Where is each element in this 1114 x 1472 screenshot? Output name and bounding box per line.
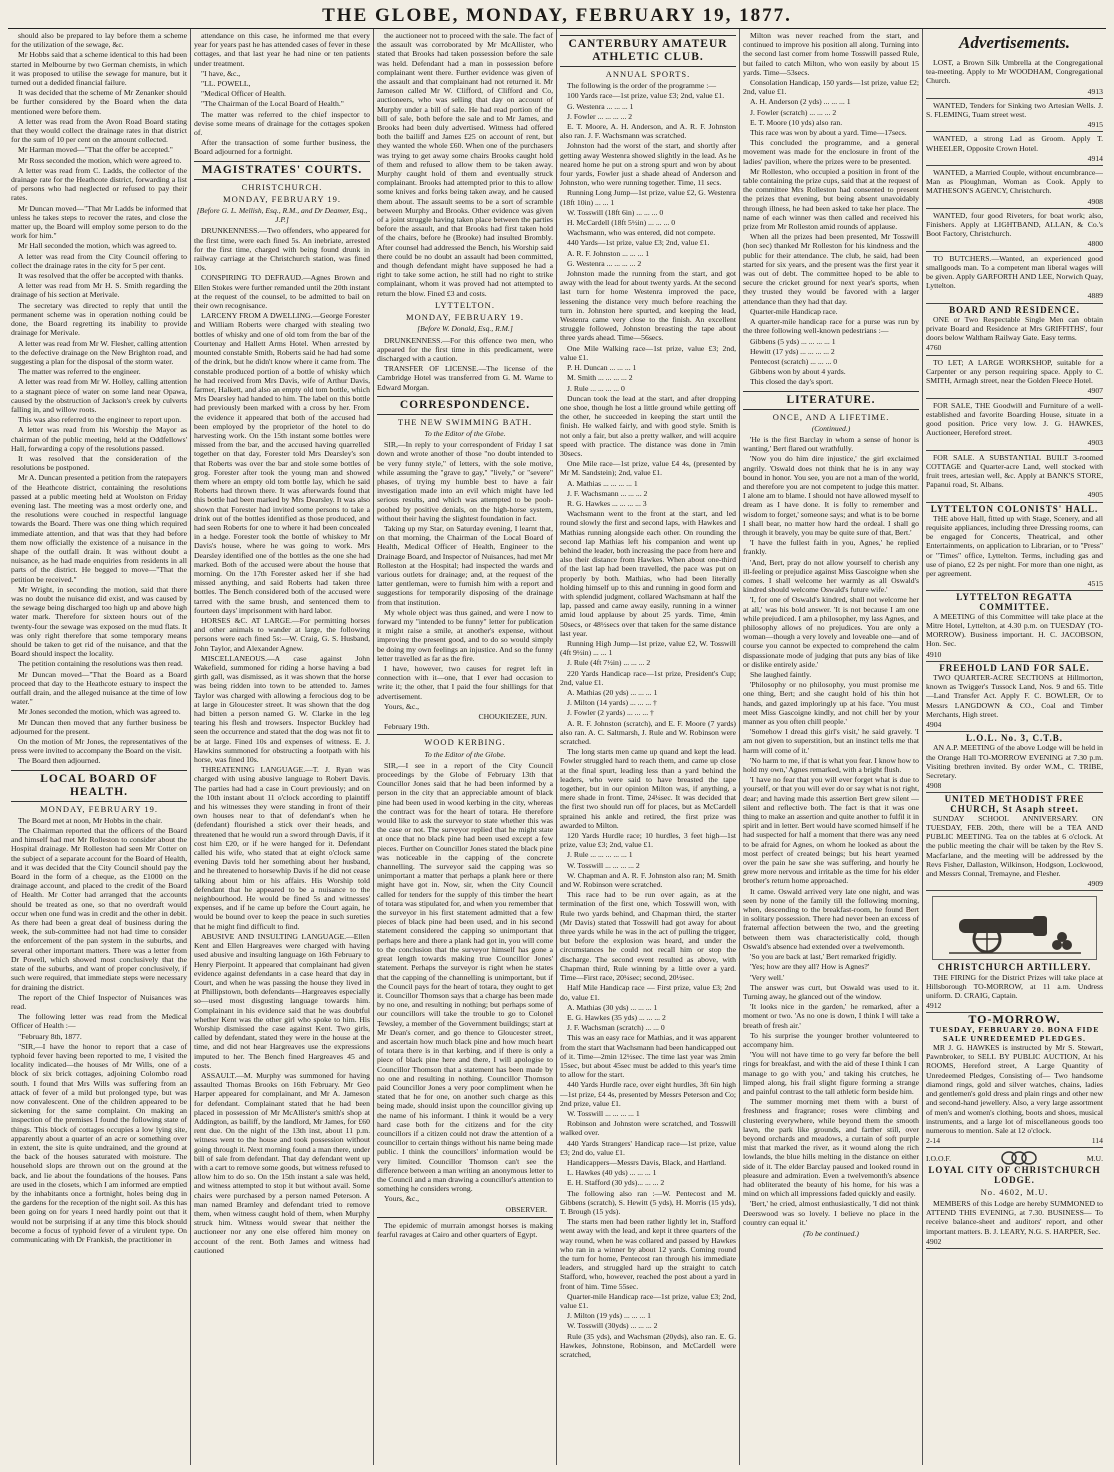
column-2 bbox=[191, 29, 374, 1465]
paragraph: 440 Yards—1st prize, value £3; 2nd, value £1. bbox=[567, 238, 710, 248]
paragraph: A. H. Anderson (2 yds) ... ... ... 1 bbox=[750, 97, 851, 107]
freehold-heading: FREEHOLD LAND FOR SALE. bbox=[939, 662, 1090, 673]
courts-heading: MAGISTRATES' COURTS. bbox=[194, 161, 370, 180]
paragraph: 'Now you do him dire injustice,' the girl exclaimed angrily. 'Oswald does not think that he is in any way bound in honor. You see, you are not a man of the world, and therefore you are not competent to judge this matter. I alone am to blame. I should not have allowed myself to dream as I have done. It is folly to remember and wisdom to forget,' someone says; and what is to be borne I shall bear, no matter how hard the ordeal. I shall go through it bravely, you may be quite sure of that, Bert.' bbox=[743, 454, 919, 537]
ad-text: WANTED, four good Riveters, for boat work; also, Finishers. Apply at LIGHTBAND, ALLAN, & Co.'s Boot Factory, Christchurch. bbox=[926, 210, 1103, 239]
ad-number: 4904 bbox=[926, 720, 942, 729]
paragraph: 'I have the fullest faith in you, Agnes,' he replied frankly. bbox=[743, 538, 919, 557]
paragraph: should also be prepared to lay before them a scheme for the utilization of the sewage, &c. bbox=[11, 31, 187, 50]
paragraph: W. Tosswill ... ... ... ... 2 bbox=[567, 860, 640, 870]
paragraph: Mr Duncan moved—"That Mr Ladds be informed that unless he takes steps to recover the rates, and close the matter up, the Board will employ some person to do the work for him." bbox=[11, 203, 187, 241]
paragraph: A letter was read from Mr H. S. Smith regarding the drainage of his section at Merivale. bbox=[11, 281, 187, 300]
paragraph: A letter was read from the Avon Road Board stating that they would collect the drainage rates in that district for the sum of 10 per cent on the amount collected. bbox=[11, 116, 187, 145]
paragraph: It was decided that the scheme of Mr Zenanker should be further considered by the Board when the data mentioned were before them. bbox=[11, 88, 187, 116]
lol-ad bbox=[926, 732, 1103, 793]
classified-ad bbox=[926, 99, 1103, 133]
paragraph: "The Chairman of the Local Board of Health." bbox=[201, 99, 344, 109]
ad-number: 4515 bbox=[1087, 579, 1103, 589]
paragraph: Gibbens won by about 4 yards. bbox=[750, 367, 846, 377]
paragraph: W. Tosswill (18ft 6in) ... ... ... 0 bbox=[567, 207, 664, 217]
swimming-bath-date: February 19th. bbox=[384, 722, 430, 732]
artillery-heading: CHRISTCHURCH ARTILLERY. bbox=[937, 962, 1092, 973]
classified-ad bbox=[926, 252, 1103, 304]
paragraph: Half Mile Handicap race — First prize, value £3; 2nd do, value £1. bbox=[560, 983, 736, 1002]
paragraph: "Medical Officer of Health. bbox=[201, 89, 286, 99]
board-residence-ad bbox=[926, 304, 1103, 356]
paragraph: This concluded the programme, and a general movement was made for the enclosure in front of the ladies' pavilion, where the prizes were to be presented. bbox=[743, 138, 919, 166]
colonists-hall-heading: LYTTELTON COLONISTS' HALL. bbox=[930, 503, 1099, 514]
ad-text: WANTED, a strong Lad as Groom. Apply T. WHEELER, Opposite Crown Hotel. bbox=[926, 134, 1103, 153]
paragraph: THREATENING LANGUAGE.—T. J. Ryan was charged with using abusive language to Robert Davis. The parties had had a case in Court previously; and on the 10th instant about 11 o'clock according to plaintiff and his witnesses they were standing in front of their own houses near to that of defendant's when he (defendant) flourished a stick over their heads, and threatened that he would run a sword through Davis, if it cost him £20, or if he were hanged for it. Defendant called his wife, who stated that at eight o'clock same evening Davis told her something about her husband, and he threatened to horsewhip Davis if he did not cease talking about him or his affairs. His Worship told defendant that he appeared to be a nuisance to the neighbourhood. He would be fined 5s and witnesses' expenses, and if he came up before the Court again, he would be bound over to keep the peace in such sureties that he might find difficult to find. bbox=[194, 765, 370, 931]
health-board-date: MONDAY, FEBRUARY 19. bbox=[40, 803, 158, 814]
paragraph: W. Tosswill (30yds) ... ... ... 2 bbox=[567, 1321, 658, 1331]
paragraph: The petition containing the resolutions was then read. bbox=[18, 659, 183, 669]
paragraph: Running Long Jump—1st prize, value £2, G. Westenra (18ft 10in) ... ... 1 bbox=[560, 188, 736, 207]
correspondence-heading: CORRESPONDENCE. bbox=[377, 396, 553, 415]
paragraph: Quarter-mile Handicap race—1st prize, value £3; 2nd, value £1. bbox=[560, 1291, 736, 1310]
auction-ad bbox=[926, 1013, 1103, 1148]
ad-number: 4905 bbox=[1087, 490, 1103, 500]
paragraph: The following letter was read from the Medical Officer of Health :— bbox=[11, 1012, 187, 1031]
paragraph: DRUNKENNESS.—For this offence two men, who appeared for the first time in this predicament, were discharged with a caution. bbox=[377, 335, 553, 363]
courts-report bbox=[194, 226, 370, 1255]
paragraph: J. Fowler (2 yards) ... ... ... † bbox=[567, 708, 654, 718]
paragraph: On the motion of Mr Jones, the representatives of the press were invited to accompany the Board on the visit. bbox=[11, 737, 187, 756]
paragraph: A. Mathias (30 yds) ... ... ... 1 bbox=[567, 1002, 658, 1012]
classified-ad bbox=[926, 166, 1103, 209]
paragraph: DRUNKENNESS.—Two offenders, who appeared for the first time, were each fined 5s. An inebriate, arrested for the first time, charged with being found drunk in railway carriage at the Christchurch station, was fined 10s. bbox=[194, 226, 370, 273]
paragraph: A. Mathias (20 yds) ... ... ... 1 bbox=[567, 688, 658, 697]
paragraph: 'Bert,' he cried, almost enthusiastically, 'I did not think Deerswood was so lovely. I believe no place in the country can equal it.' bbox=[743, 1199, 919, 1227]
swimming-bath-heading: THE NEW SWIMMING BATH. bbox=[397, 416, 533, 427]
loyal-lodge-text: MEMBERS of this Lodge are hereby SUMMONED to ATTEND THIS EVENING, at 7.30. BUSINESS— To receive balance-sheet and auditors' report, and other important matters. B. J. LEARY, N.G. S. HARPER, Sec. bbox=[926, 1198, 1103, 1236]
paragraph: Wachsmann went to the front at the start, and led round slowly the first and second laps, with Hawkes and Mathias running alongside each other. On rounding the second lap Mathias left his companion and went up behind the leader, both increasing the pace from here and also their distance from Hawkes. When about one-third of the last lap had been travelled, the pace was put on properly by both. Mathias, who had been literally holding himself up to this and running in good form and with splendid judgment, collared Wachsmann at half the lap, passed and came away easily, running in a winner amid loud applause by about 25 yards. Time, 4min 50secs, or 48½secs over that taken for the same distance last year. bbox=[560, 509, 737, 638]
loyal-lodge-number: No. 4602, M.U. bbox=[980, 1186, 1049, 1197]
paragraph: When all the prizes had been presented, Mr Tosswill (hon sec) thanked Mr Rolleston for his kindness and the public for their attendance. The club, he said, had been started for six years, and the present was the first year it was out of debt. The committee hoped to be able to secure the cricket ground for next year's sports, when they trusted they would be favored with a larger attendance than they had that day. bbox=[743, 232, 919, 306]
paragraph: Yours, &c., bbox=[384, 701, 420, 711]
paragraph: ASSAULT.—M. Murphy was summoned for having assaulted Thomas Brooks on 16th February. Mr Geo Harper appeared for complainant, and Mr A. Jameson for defendant. Complainant stated that he had been placed in possession of Mr McAllister's smith's shop at Addington, as bailiff, by the landlord, Mr James, for £60 rent due. On the night of the 13th inst, about 11 p.m. witness went to the house and took possession without going through it. Next morning found a man there, under bill of sale from defendant. That day defendant went up with a cart to remove some goods, but witness refused to allow him to do so. On the 15th instant a sale was held, and witness attempted to stop it but without avail. Some chairs were purchased by a person named Peterson. A man named Bramley and defendant tried to remove them, when witness caught hold of them, when Murphy struck him. Witness would swear that neither the auctioneer nor any one else offered him money on account of the rent. Both James and witness had cautioned bbox=[194, 1070, 370, 1255]
paragraph: The matter was referred to the engineer. bbox=[18, 367, 141, 377]
paragraph: A quarter-mile handicap race for a purse was run by the three following well-known pedestrians :— bbox=[743, 317, 919, 336]
ad-number: 4800 bbox=[1087, 239, 1103, 249]
paragraph: Mr Duncan then moved that any further business be adjourned for the present. bbox=[11, 717, 187, 736]
masthead: THE GLOBE, MONDAY, FEBRUARY 19, 1877. bbox=[8, 4, 1106, 29]
paragraph: My whole object was thus gained, and were I now to forward my "intended to be funny" letter for publication it might raise a smile, at another's expense, without improving the present good, and to do so would simply be doing my own feelings an injustice. And so the funny letter travelled as far as the fire. bbox=[377, 607, 553, 663]
paragraph: Yours, &c., bbox=[384, 1194, 420, 1204]
paragraph: Mr Duncan moved—"That the Board as a Board proceed that day to the Heathcote estuary to inspect the outfall drain, and the alleged nuisance at the time of low water." bbox=[11, 669, 187, 707]
paragraph: Mr Hobbs said that a scheme identical to this had been started in Melbourne by two German chemists, in which it was proposed to utilise the sewage for manure, but it turned out a dedided financial failure. bbox=[11, 50, 187, 88]
cannon-engraving bbox=[932, 896, 1097, 960]
serial-title: ONCE, AND A LIFETIME. bbox=[772, 411, 890, 422]
paragraph: The report of the Chief Inspector of Nuisances was read. bbox=[11, 992, 187, 1011]
paragraph: J. Milton (19 yds) ... ... ... 1 bbox=[567, 1311, 651, 1321]
serial-to-be-continued: (To be continued.) bbox=[803, 1228, 859, 1238]
paragraph: Milton was never reached from the start, and continued to improve his position all along. Turning into the second last corner from home Tosswill passed Rule, but failed to catch Milton, who won easily by about 15 yards. Time—53secs. bbox=[743, 31, 919, 77]
paragraph: Johnston made the running from the start, and got away with the lead for about twenty yards. At the second last turn for home Westenra improved the pace, lessening the distance very much before reaching the turn in. Johnston here spurted, and keeping the lead, Westenra came very close to the finish. An excellent struggle followed, Johnston breasting the tape about three yards ahead. Time—56secs. bbox=[560, 269, 736, 343]
classified-ad bbox=[926, 56, 1103, 99]
paragraph: G. Westenra ... ... ... 1 bbox=[567, 101, 634, 111]
athletic-club-heading: CANTERBURY AMATEUR ATHLETIC CLUB. bbox=[560, 35, 736, 67]
paragraph: Mr Hall seconded the motion, which was agreed to. bbox=[18, 241, 177, 251]
methodist-heading: UNITED METHODIST FREE CHURCH, St Asaph street. bbox=[944, 794, 1085, 814]
paragraph: TRANSFER OF LICENSE.—The license of the Cambridge Hotel was transferred from G. M. Warne to Edward Morgan. bbox=[377, 364, 553, 392]
lol-heading: L.O.L. No. 3, C.T.B. bbox=[965, 733, 1064, 744]
classified-ad bbox=[926, 451, 1103, 503]
lol-text: AN A.P. MEETING of the above Lodge will be held in the Orange Hall TO-MORROW EVENING at 7.30 p.m. Visiting brethren invited. By order W.M., C. TRIBE, Secretary. bbox=[926, 743, 1103, 781]
ad-text: FOR SALE, THE Goodwill and Furniture of a well-established and favorite Boarding House, situate in a good position. Price very low. J. G. HAWKES, Auctioneer, Hereford street. bbox=[926, 400, 1103, 438]
paragraph: J. Fowler ... ... ... ... 2 bbox=[567, 111, 633, 121]
auction-heading: TO-MORROW. bbox=[968, 1012, 1061, 1027]
paragraph: The following is the order of the programme :— bbox=[567, 81, 717, 91]
paragraph: It was resolved that the offer be accepted with thanks. bbox=[18, 271, 184, 281]
courts-subheading: CHRISTCHURCH. bbox=[241, 181, 323, 192]
paragraph: Handicappers—Messrs Davis, Black, and Hartland. bbox=[567, 1157, 727, 1167]
wood-kerbing-signature: OBSERVER. bbox=[505, 1204, 547, 1214]
column-6 bbox=[923, 29, 1106, 1465]
paragraph: A. Mathias ... ... ... ... 1 bbox=[567, 478, 638, 488]
ad-number: 4910 bbox=[926, 649, 942, 659]
paragraph: After the transaction of some further business, the Board adjourned for a fortnight. bbox=[194, 138, 370, 157]
classified-ad bbox=[926, 209, 1103, 252]
paragraph: This race was won by about a yard. Time—17secs. bbox=[750, 128, 907, 138]
paragraph: HORSES &C. AT LARGE.—For permitting horses and other animals to wander at large, the following persons were each fined 5s:—W. Craig, G. S. Husband, John Taylor, and Alexander Agnew. bbox=[194, 615, 370, 653]
paragraph: E. T. Moore, A. H. Anderson, and A. R. F. Johnston also ran. J. F. Wachsmann was scratched. bbox=[560, 122, 736, 141]
paragraph: It was resolved that the consideration of the resolutions be postponed. bbox=[11, 453, 187, 473]
ad-number: 4760 bbox=[926, 343, 942, 353]
paragraph: The answer was curt, but Oswald was used to it. Turning away, he glanced out of the window. bbox=[743, 982, 919, 1001]
paragraph: This was an easy race for Mathias, and it was apparent from the start that Wachsmann had been handicapped out of it. Time—2min 12½sec. The time last year was 2min 15sec, but about 45sec must be added to this year's time to allow for the start. bbox=[560, 1033, 736, 1080]
ad-number: 4908 bbox=[1087, 196, 1103, 206]
paragraph: Mr A. Duncan presented a petition from the ratepayers of the Heathcote district, containing the resolutions passed at a public meeting held at Woolston on Friday evening last. The meeting was a most orderly one, and the resolutions were couched in respectful language towards the Board. There was one thing which required immediate attention, and that was that they had before them now officially the existence of a nuisance in the shape of the outfall drain. It was without doubt a nuisance, as he had made enquiries from residents in all parts of the district. He begged to move—"That the petition be received." bbox=[11, 473, 187, 584]
paragraph: This was also referred to the engineer to report upon. bbox=[18, 415, 182, 425]
artillery-text: THE FIRING for the District Prizes will take place at Hillsborough TO-MORROW, at 11 a.m. Undress uniform. D. CRAIG, Captain. bbox=[926, 972, 1103, 1001]
freehold-ad bbox=[926, 662, 1103, 732]
paragraph: "SIR,—I have the honor to report that a case of typhoid fever having been reported to me, I visited the locality indicated—the houses of Mr Wills, one of a block of six brick cottages, adjoining Colombo road south. I found that Mrs Wills was suffering from an attack of fever of a mild but prolonged type, but was now convalescent. One of the children appeared to be sickening for the same complaint. On making an inspection of the premises I found the following state of things. This block of cottages occupies a low lying site, apparently about a quarter of an acre or something over in extent, the site is quite undrained, and the ground at the back of the houses saturated with moisture. The household slops are thrown out on the ground at the back, and lie about the foundations of the houses. Pans are used in the closets, which I am informed are emptied by the inhabitants once a fortnight, holes being dug in the gardens for the reception of the night soil. As this has been going on for years I need hardly point out that it would not be surprising if at any time this block should become a focus of typhoid fever of a virulent type. On communicating with Dr Frankish, the practitioner in bbox=[11, 1041, 187, 1244]
health-board-heading: LOCAL BOARD OF HEALTH. bbox=[11, 770, 187, 802]
wood-kerbing-to-editor: To the Editor of the Globe. bbox=[424, 749, 506, 759]
paragraph: H. McCardell (18ft 5½in) ... ... ... 0 bbox=[567, 218, 676, 228]
paragraph: 'I have no fear that you will ever forget what is due to yourself, or that you will ever do or say what is not right, dear; and having made this assertion Bert grew silent —silent and reflective both. The fact is that it was one thing to make an assertion and quite another to fulfil it in spirit and in letter. Bert would have scorned himself if he had suspected for half a moment that there was any need to be afraid for Agnes, on whom he looked as about the most perfect of created beings; but his heart yearned over the pain he saw she was suffering, and hourly he grew more nervous and irritable as the time for his elder brother's return home approached. bbox=[743, 775, 919, 886]
paragraph: M. Smith ... ... ... ... 2 bbox=[567, 373, 633, 383]
wood-kerbing-heading: WOOD KERBING. bbox=[424, 737, 506, 748]
paragraph: E. H. Stafford (30 yds)... ... ... 2 bbox=[567, 1178, 665, 1188]
ad-number: 4902 bbox=[926, 1236, 942, 1246]
paragraph: To his surprise the younger brother volunteered to accompany him. bbox=[743, 1030, 919, 1049]
paragraph: 'It looks nice in the garden,' he remarked, after a moment or two. 'As no one is down, I think I will take a breath of fresh air.' bbox=[743, 1002, 919, 1030]
paragraph: A. R. F. Johnston (scratch), and E. F. Moore (7 yards) also ran. A. C. Saltmarsh, J. Rule and W. Robinson were scratched. bbox=[560, 718, 736, 747]
paragraph: 'Very well.' bbox=[750, 972, 785, 982]
paragraph: Mr Wright, in seconding the motion, said that there was no doubt the nuisance did exist, and was caused by the sewage being discharged too high up and above high water mark. Therefore for sixteen hours out of the twenty-four the sewage was exposed on the mud flats. It was only right therefore that some temporary means should be taken to get rid of the nuisance, and that the Board should inspect the locality. bbox=[11, 584, 187, 659]
paragraph: Mr Jones seconded the motion, which was agreed to. bbox=[18, 707, 181, 717]
paragraph: The following also ran :—W. Pentecost and M. Gibbens (scratch), S. Hewitt (5 yds), H. Morris (15 yds), T. Brough (15 yds). bbox=[560, 1188, 736, 1216]
paragraph: Consolation Handicap, 150 yards—1st prize, value £2; 2nd, value £1. bbox=[743, 78, 919, 97]
paragraph: 'I, for one of Oswald's kindred, shall not welcome her at all,' was his bold answer. 'It is not because I am one while prejudiced. I am a philosopher, my lass Agnes, and philosophy allows of no prejudices. You are only a woman—though a very lovely and loveable one—and of course you cannot be expected to comprehend the calm dispassionate mode of judging that puts any bias of like or dislike entirely aside.' bbox=[743, 595, 919, 669]
paragraph: CONSPIRING TO DEFRAUD.—Agnes Brown and Ellen Stokes were further remanded until the 20th instant at the request of the counsel, to be admitted to bail on their own recognisance. bbox=[194, 273, 370, 311]
mu-label: M.U. bbox=[1086, 1153, 1103, 1163]
paragraph: Quarter-mile Handicap race. bbox=[750, 306, 838, 316]
ad-text: FOR SALE. A SUBSTANTIAL BUILT 3-roomed COTTAGE and Quarter-acre Land, well stocked with fruit trees, artesian well, &c. Apply at BANK'S STORE, Papanui road, St. Albans. bbox=[926, 452, 1103, 490]
paragraph: The Chairman reported that the officers of the Board and himself had met Mr Rolleston to consider about the Hospital drainage. Mr Rolleston had seen Mr Cotter on the subject of a separate account for the Board of Health, and it was decided that the City Council should pay the Board in the form of a cheque, as the £1000 on the drainage account, and placed to the credit of the Board of Health. Mr Cotter had arranged that the accounts should be treated as one, so that no overdraft would occur when one fund was in credit and the other in debit. As there had been a great deal of business during the week, the sub-committee had not had time to consider the enforcement of the pan system in the suburbs, and several other important matters. There was a letter from Dr Powell, which showed most conclusively that the state of the suburbs, and want of proper conclusively, if such were required, that immediate steps were necessary for draining the district. bbox=[11, 826, 187, 992]
auction-text: MR J. G. HAWKES is instructed by Mr S. Stewart, Pawnbroker, to SELL BY PUBLIC AUCTION, At his ROOMS, Hereford street, A Large Quantity of Unredeemed Pledges, Consisting of— Two handsome diamond rings, gold and silver watches, chains, ladies and gentlemen's gold dress and plain rings and other new and second-hand jewellery. Also, a very large assortment of men's and women's clothing, boots and shoes, musical instruments, and a large lot of miscellaneous goods too numerous to mention. Sale at 12 o'clock. bbox=[926, 1043, 1103, 1135]
paragraph: Mr Ross seconded the motion, which were agreed to. bbox=[18, 155, 182, 165]
ad-number: 114 bbox=[1091, 1136, 1103, 1146]
iouf-label: I.O.O.F. bbox=[926, 1153, 952, 1163]
paragraph: J. Fowler (scratch) ... ... ... 2 bbox=[750, 107, 837, 117]
ad-text: TO LET; A LARGE WORKSHOP, suitable for a Carpenter or any person requiring space. Apply to C. SMITH, Armagh street, near the Golden Fleece Hotel. bbox=[926, 357, 1103, 386]
column-4 bbox=[557, 29, 740, 1465]
lyttelton-report bbox=[377, 336, 553, 392]
paragraph: 100 Yards race—1st prize, value £3; 2nd, value £1. bbox=[567, 91, 725, 101]
column-5 bbox=[740, 29, 923, 1465]
paragraph: She laughed faintly. bbox=[750, 670, 812, 679]
paragraph: W. Tosswill ... ... ... ... 1 bbox=[567, 1108, 640, 1118]
paragraph: W. Chapman and A. R. F. Johnston also ran; M. Smith and W. Robinson were scratched. bbox=[560, 870, 736, 890]
board-residence-heading: BOARD AND RESIDENCE. bbox=[949, 304, 1080, 315]
paragraph: J. Milton (14 yards) ... ... ... † bbox=[567, 698, 657, 708]
oddfellows-header bbox=[926, 1150, 1103, 1166]
regatta-text: A MEETING of this Committee will take place at the Mitre Hotel, Lyttelton, at 4.30 p.m. on TUESDAY (TO-MORROW). Business important. H. C. JACOBSON, Hon. Sec. bbox=[926, 611, 1103, 649]
lodge-emblem-icon bbox=[999, 1150, 1039, 1166]
ad-text: LOST, a Brown Silk Umbrella at the Congregational tea-meeting. Apply to Mr WOODHAM, Congregational Church. bbox=[926, 58, 1103, 86]
paragraph: A letter was read from Mr W. Holley, calling attention to a stagnant piece of water on some land near Opawa, caused by the obstruction of Jackson's creek by culverts falling in, and willow roots. bbox=[11, 377, 187, 414]
paragraph: R. G. Hawkes ... ... ... ... 3 bbox=[567, 498, 647, 508]
ad-number: 4903 bbox=[1087, 438, 1103, 448]
paragraph: 'Somehow I dread this girl's visit,' he said gravely. 'I am not given to superstition, but an instinct tells me that harm will come of it.' bbox=[743, 727, 919, 755]
paragraph: 'You will not have time to go very far before the bell rings for breakfast, and with the aid of these I think I can manage to go with you,' and taking his crutches, he limped along, his frail slight figure forming a strange and painful contrast to the tall athletic form beside him. bbox=[743, 1050, 919, 1096]
classified-ad bbox=[926, 132, 1103, 166]
paragraph: SIR,—I see in a report of the City Council proceedings by the Globe of February 13th that Councillor Jones said that he had been informed by a person in the city that an appreciable amount of black pine had been used in wood kerbing in the city, whereas the contract was for the heart of totara. He therefore would like to ask the surveyor to state whether this was the case or not. The surveyor replied that he might state at once that no black pine had been used except a few pieces. Further on Councillor Jones stated the black pine was noticeable in the capping of the concrete channelling. The surveyor said the capping was so unimportant a matter that perhaps a plank here or there might have got in. Now, sir, when the City Council called for tenders for the supply of this timber the heart of totara was stipulated for, and when you remember that the surveyor in his first statement admitted that a few pieces of black pine had been used, and in his second statement considered the capping so unimportant that perhaps here and there a plank had got in, you will come to the conclusion that the surveyor himself has gone a great length towards making true Councillor Jones' statement. Perhaps the surveyor is right when he states that the capping of the channelling is unimportant, but if the Council pays for the heart of totara, they ought to get it. Councillor Thomson says that a charge has been made by no one, and resulting in nothing; but perhaps some of our councillors will take the trouble to go to Colonel Tewsley, a member of the Government buildings; start at Mr Dean's corner, and go thence to Gloucester street, and ascertain how much black pine and how much heart of totara there is in that kerbing, and if there is only a piece of black pine here and there, I will apologise to Councillor Thomson that a statement has been made by no one and resulting in nothing. Councillor Thomson paid Councillor Jones a very poor compliment when he stated that he for one, on another such charge as this being made, should insist upon the councillor giving up the name of his informant. I think it would be a very hard case both for the citizens and for the city councillors if a citizen could not draw the attention of a councillor to certain things without his name being made public. I think the councillors' information would be very limited. Councillor Thomson can't see the difference between a man writing an anonymous letter to the Council and a man drawing a councillor's attention to something he considers wrong. bbox=[377, 760, 553, 1194]
paragraph: The Board then adjourned. bbox=[18, 756, 101, 766]
board-residence-text: ONE or Two Respectable Single Men can obtain private Board and Residence at Mrs GRIFFITHS', four doors below Waltham Railway Gate. Easy terms. bbox=[926, 314, 1103, 343]
annual-sports-subheading: ANNUAL SPORTS. bbox=[605, 69, 691, 79]
paragraph: A letter was read from the City Council offering to collect the drainage rates in the city for 5 per cent. bbox=[11, 251, 187, 270]
paragraph: Rule (35 yds), and Wachsman (20yds), also ran. E. G. Hawkes, Johnstone, Robinson, and McCardell were scratched, bbox=[560, 1331, 736, 1360]
paragraph: attendance on this case, he informed me that every year for years past he has attended cases of fever in these cottages, and that last year he had nine or ten patients under treatment. bbox=[194, 31, 370, 68]
paragraph: 'Philosophy or no philosophy, you must promise me one thing, Bert; and she caught hold of his thin hot hands, and gazed imploringly up at his face. 'You must meet Miss Gascoigne kindly, and not chill her by your manner as you often chill people.' bbox=[743, 680, 919, 727]
paragraph: 120 Yards Hurdle race; 10 hurdles, 3 feet high—1st prize, value £3; 2nd, value £1. bbox=[560, 831, 736, 850]
paragraph: J. F. Wachsman (scratch) ... ... 0 bbox=[567, 1023, 665, 1033]
lyttelton-bench: [Before W. Donald, Esq., R.M.] bbox=[417, 324, 513, 334]
methodist-ad bbox=[926, 793, 1103, 891]
paragraph: Wachsmann, who was entered, did not compete. bbox=[567, 228, 716, 238]
paragraph: Johnston had the worst of the start, and shortly after getting away Westenra showed slightly in the lead. As he neared home he put on a strong spurt and won by about four yards, Fowler just a shade ahead of Anderson and Johnston, who were running together. Time, 11 secs. bbox=[560, 141, 736, 188]
sports-report-end bbox=[743, 31, 919, 387]
swimming-bath-to-editor: To the Editor of the Globe. bbox=[424, 428, 506, 438]
paragraph: Mr Harman moved—"That the offer be accepted." bbox=[18, 145, 173, 155]
paragraph: G. Westenra ... ... ... ... 2 bbox=[567, 258, 642, 268]
paragraph: Mr Rolleston, who occupied a position in front of the table containing the prize cups, said that at the request of the committee Mrs Rolleston had consented to present the prizes that evening, but being absent unavoidably through illness, he had been asked to take her place. The name of each winner was then called and received his prize from Mr Rolleston amid rounds of applause. bbox=[743, 166, 919, 232]
paragraph: Taking up my Star, on Saturday evening, I learnt that, on that morning, the Chairman of the Local Board of Health, Medical Officer of Health, Engineer to the Drainage Board, and Inspector of Nuisances, had met Mr Rolleston at the Hospital; had inspected the wards and various outlets for drainage; and, at the request of the latter gentleman, were to furnish him with a report and suggestions for temporarily disposing of the drainage from that institution. bbox=[377, 523, 553, 607]
ad-number: 2-14 bbox=[926, 1136, 941, 1146]
health-letter-end bbox=[194, 31, 370, 157]
ad-text: WANTED, a Married Couple, without encumbrance—Man as Ploughman, Woman as Cook. Apply to MATHESON'S AGENCY, Christchurch. bbox=[926, 168, 1103, 196]
paragraph: J. F. Wachsmann ... ... ... 2 bbox=[567, 488, 648, 498]
paragraph: This race had to be run over again, as at the termination of the first one, which Tosswill won, with Rule two yards behind, and Chapman third, the starter (Mr Davis) stated that Tosswill had got away for about three yards while he was in the act of pulling the trigger, but before the explosion was heard, and under the circumstances he could not recall him or stop the discharge. The second event resulted as above, with Chapman third, Rule winning by a little over a yard. Time—First race, 20¼sec; second, 20½sec. bbox=[560, 890, 736, 983]
artillery-ad bbox=[926, 891, 1103, 1013]
serial-text bbox=[743, 435, 919, 1227]
auction-numbers bbox=[926, 1136, 1103, 1145]
ad-number: 4913 bbox=[1087, 86, 1103, 96]
paragraph: "I have, &c., bbox=[201, 68, 241, 78]
paragraph: J. Rule ... ... ... ... ... 1 bbox=[567, 850, 633, 860]
paragraph: The starts men had been rather lightly let in, Stafford went away with the lead, and kept it three quarters of the way round, when he was collared and passed by Hawkes who ran in a winner by about 12 yards. Coming round the turn for home, Pentecost ran through his immediate leaders, and struggled hard up the straight to catch Stafford, who, however, reached the post about a yard in front of him. Time 55sec. bbox=[560, 1217, 736, 1291]
ad-number: 4889 bbox=[1087, 291, 1103, 301]
ad-number: 4909 bbox=[1087, 879, 1103, 889]
auction-subheading: TUESDAY, FEBRUARY 20. BONA FIDE SALE UNREDEEMED PLEDGES. bbox=[929, 1024, 1100, 1043]
ad-text: TO BUTCHERS.—Wanted, an experienced good smallgoods man. To a competent man liberal wages will be given. Apply GARFORTH AND LEE, Norwich Quay, Lyttelton. bbox=[926, 253, 1103, 291]
paragraph: I have, however, two causes for regret left in connection with it—one, that I ever had occasion to write it; the other, that I paid the four shillings for that advertisement. bbox=[377, 664, 553, 701]
courts-bench: [Before G. L. Mellish, Esq., R.M., and Dr Deamer, Esq., J.P.] bbox=[196, 206, 368, 225]
colonists-hall-text: THE above Hall, fitted up with Stage, Scenery, and all requisite appliances, including three Dressing rooms, can be engaged for Concerts, Theatrical, and other Entertainments, on application to Librarian, or to "Press" or "Times" office, Lyttelton. Terms, including gas and use of piano, £2 2s per night. For more than one night, as per agreement. bbox=[926, 513, 1103, 578]
paragraph: Hewitt (17 yds) ... ... ... ... 2 bbox=[750, 346, 835, 356]
oddfellows-ad bbox=[926, 1148, 1103, 1249]
paragraph: 220 Yards Handicap race—1st prize, President's Cup; 2nd, value £1. bbox=[560, 668, 736, 687]
paragraph: LARCENY FROM A DWELLING.—George Forester and William Roberts were charged with stealing two bottles of whisky and one of old tom from the bar of the Courtenay and Hallett Arms Hotel. When arrested by mounted constable Smith, Roberts said he had had some of the drink, but he didn't know where it came from. The constable produced portion of a bottle of whisky which he had received from Mrs Davis, wife of Arthur Davis, farmer, Halkett, and also an empty old tom bottle, which Mrs Dearsley had handed to him. The label on this bottle had previously been marked with a cross by her. From the evidence it appeared that both of the accused had been employed by the proprietor of the hotel to do harvesting work. On the 15th instant some bottles were missed from the bar, and the accused having quarrelled together on that day, Forester told Mrs Dearsley's son that Roberts was over the bar and stole some bottles of grog. Forester after took the young man and showed them where an empty old tom bottle lay, which he said Roberts had thrown there. It was afterwards found that this bottle had been marked by Mrs Dearsley. It was also shown that Forester had invited some persons to take a drink out of the bottles identified as those produced, and had seen Roberts for one to where it had been concealed in a hedge. Forester took the bottle of whiskey to Mr Davis's house, where he was going to work. Mrs Dearsley identified one of the bottles as the one she had marked. Both of the accused were about the house that morning. On the 17th Forester asked her if she had missed anything, and said Roberts had taken three bottles. The Bench considered both of the accused were tarred with the same brush, and sentenced them to fourteen days' imprisonment with hard labor. bbox=[194, 311, 370, 615]
lyttelton-date: MONDAY, FEBRUARY 19. bbox=[406, 312, 524, 323]
divider bbox=[377, 734, 553, 735]
paragraph: A letter was read from his Worship the Mayor as chairman of the public meeting, held at the Oddfellows' Hall, forwarding a copy of the resolutions passed. bbox=[11, 425, 187, 453]
advertisements-heading: Advertisements. bbox=[959, 33, 1070, 52]
wood-kerbing-letter bbox=[377, 761, 553, 1204]
paragraph: P. H. Duncan ... ... ... 1 bbox=[567, 363, 637, 373]
paragraph: Duncan took the lead at the start, and after dropping one shoe, though he lost a little ground while getting off the other, he succeeded in keeping the start until the finish. He walked fairly, and with good style. Smith is not only a fair, but also a pretty walker, and will acquire speed with practice. The distance was done in 7min 30secs. bbox=[560, 393, 736, 458]
ad-number: 4908 bbox=[926, 781, 942, 791]
classified-ad bbox=[926, 356, 1103, 399]
paragraph: "LL. POWELL, bbox=[201, 79, 251, 89]
paragraph: Running High Jump—1st prize, value £2, W. Tosswill (4ft 9½in) ... ... 1 bbox=[560, 638, 736, 658]
cannon-icon bbox=[945, 899, 1085, 957]
paragraph: E. G. Hawkes (35 yds) ... ... ... 2 bbox=[567, 1012, 666, 1022]
column-3 bbox=[374, 29, 557, 1465]
paragraph: 'He is the first Barclay in whom a sense of honor is wanting,' Bert flared out wrathfully. bbox=[743, 434, 919, 454]
assault-case-end bbox=[377, 31, 553, 298]
paragraph: SIR,—In reply to your correspondent of Friday I sat down and wrote another of those "no doubt intended to be very funny style," of letters, with the sole motive, while assuming the "grave to gay," "lively," or "severe" phases, of trying my humble best to have a fair investigation made into an evil which might have led serious results, and which was attempted to be pooh-poohed by positive denials, on the high-horse system, without their having the slightest foundation in fact. bbox=[377, 440, 553, 523]
paragraph: E. T. Moore (10 yds) also ran. bbox=[750, 117, 843, 127]
ad-text: WANTED, Tenders for Sinking two Artesian Wells. J. S. FLEMING, Tuam street west. bbox=[926, 100, 1103, 120]
paragraph: The secretary was directed to reply that until the permanent scheme was in operation nothing could be done, the Board regretting its inability to provide drainage for Merivale. bbox=[11, 300, 187, 338]
paragraph: 440 Yards Hurdle race, over eight hurdles, 3ft 6in high—1st prize, £4 4s, presented by Messrs Peterson and Co; 2nd prize, value £1. bbox=[560, 1080, 736, 1108]
paragraph: 'So you are back at last,' Bert remarked frigidly. bbox=[750, 952, 897, 962]
paragraph: J. Rule (4ft 7½in) ... ... ... 2 bbox=[567, 658, 651, 668]
murrain-note: The epidemic of murrain amongst horses is making fearful ravages at Cairo and other quarters of Egypt. bbox=[377, 1220, 553, 1239]
paragraph: This closed the day's sport. bbox=[750, 377, 834, 387]
paragraph: The Board met at noon, Mr Hobbs in the chair. bbox=[18, 815, 163, 825]
regatta-heading: LYTTELTON REGATTA COMMITTEE. bbox=[956, 592, 1073, 612]
colonists-hall-ad bbox=[926, 503, 1103, 592]
paragraph: One Mile race—1st prize, value £4 4s, (presented by Mr M. Sandstein); 2nd, value £1. bbox=[560, 459, 736, 478]
paragraph: The summer morning met them with a burst of freshness and fragrance; roses were climbing and clustering everywhere, while beyond them the smooth lawn, the park like grounds, and farther still, over beyond orchards and meadows, a curtain of soft purple mist that marked the river, as it wound along the rich lowlands, the blue hills melting in the distance on either side of it. The elder Barclay paused and looked round in pleasure and admiration. Even a twelvemonth's absence had obliterated the beauty of his home, for his was a mind on which all impressions faded quickly and easily. bbox=[743, 1097, 919, 1199]
paragraph: 'Yes; how are they all? How is Agnes?' bbox=[750, 962, 870, 972]
paragraph: Pentecost (scratch) ... ... ... 0 bbox=[750, 356, 838, 366]
paragraph: L. Hawkes (40 yds) ... ... ... 1 bbox=[567, 1168, 657, 1178]
classified-ads bbox=[926, 56, 1103, 304]
paragraph: the auctioneer not to proceed with the sale. The fact of the assault was corroborated by Mr McAllister, who stated that Brooks had taken possession before the sale was held. Defendant had a man in possession before complainant went there. Further evidence was given of the assault and that complainant had not returned it. Mr Jameson called Mr W. Clifford, of Clifford and Co, auctioneers, who was selling that day on account of Murphy under a bill of sale. He had read portion of the bill of sale, both before the sale and to Mr James, and Brooks had been duly advertised. Witness had offered both the bailiff and James £25 on account of rent, but they wanted the whole £60. When one of the purchasers was trying to get away some chairs Brooks caught hold of them and refused to allow them to be taken away. Murphy caught hold of them and eventually struck complainant. Brooks had attempted prior to this to allow some knives and forks being taken away, and he caused them about. The assault seems to be a sort of scramble between Murphy and Brooks. Other evidence was given of a joint struggle having taken place between the parties before the assault, and that Brooks had first taken hold of the chairs, before he (Brooke) had insulted Brombly. After counsel had addressed the Bench, his Worship said there could be no doubt an assault had been committed, and though defendant might have supposed he had a right to take some action, he still had no right to strike complainant, whom it was proved had not attempted to return the blow. Fined £3 and costs. bbox=[377, 31, 553, 298]
paragraph: A letter was read from Mr W. Flesher, calling attention to the defective drainage on the New Brighton road, and suggesting a plan for the disposal of the storm water. bbox=[11, 338, 187, 366]
paragraph: MISCELLANEOUS.—A case against John Wakefield, summoned for riding a horse having a bad girth gall, was dismissed, as it was shown that the horse was being ridden into town to be attended to. James Taylor was charged with allowing a ferocious dog to be at large in Gloucester street. It was shown that the dog had bitten a person named G. W. Clarke in the leg tearing his flesh and trowsers. Inspector Buckley had seen the occurrence and stated that the dog was not fit to be at large. Fined 10s and expenses of witness. E. J. Hawkins summoned for obstructing a footpath with his horse, was fined 10s. bbox=[194, 653, 370, 765]
courts-date: MONDAY, FEBRUARY 19. bbox=[223, 193, 341, 204]
column-1 bbox=[8, 29, 191, 1465]
paragraph: 'No harm to me, if that is what you fear. I know how to hold my own,' Agnes remarked, with a bright flush. bbox=[743, 755, 919, 775]
paragraph: The long starts men came up quand and kept the lead. Fowler struggled hard to reach them, and came up close at the final spurt, leading less than a yard behind the leaders, who were said to have breasted the tape together, but in our opinion Milton was, if anything, a mere shade in front. Time, 24¼sec. It was decided that the first two should run off for places, but as McCardell sprained his ankle and retired, the first prize was awarded to Milton. bbox=[560, 747, 736, 830]
paragraph: 440 Yards Strangers' Handicap race—1st prize, value £3; 2nd do, value £1. bbox=[560, 1138, 736, 1157]
paragraph: J. Rule ... ... ... ... 0 bbox=[567, 383, 625, 393]
paragraph: 'And, Bert, pray do not allow yourself to cherish any ill-feeling or prejudice against Miss Gascoigne when she comes. I shall welcome her warmly as all Oswald's kindred should welcome Oswald's future wife.' bbox=[743, 557, 919, 595]
paragraph: One Mile Walking race—1st prize, value £3; 2nd, value £1. bbox=[560, 343, 736, 362]
sale-ads bbox=[926, 356, 1103, 503]
ad-number: 4907 bbox=[1087, 386, 1103, 396]
board-report bbox=[11, 31, 187, 766]
serial-continued: (Continued.) bbox=[811, 423, 851, 433]
loyal-lodge-heading: LOYAL CITY OF CHRISTCHURCH LODGE. bbox=[928, 1165, 1101, 1185]
freehold-text: TWO QUARTER-ACRE SECTIONS at Hillmorton, known as Twigger's Tussock Land, Nos. 9 and 65. Title—Land Transfer Act. Apply F. C. BOWLER, Or to Messrs LANGDOWN & CO., Coal and Timber Merchants, High street. bbox=[926, 672, 1103, 719]
divider bbox=[377, 1217, 553, 1218]
lyttelton-subheading: LYTTELTON. bbox=[435, 299, 495, 310]
ad-number: 4912 bbox=[926, 1001, 942, 1011]
paragraph: A. R. F. Johnston ... ... ... 1 bbox=[567, 248, 650, 258]
paragraph: Robinson and Johnston were scratched, and Tosswill walked over. bbox=[560, 1119, 736, 1138]
classified-ad bbox=[926, 399, 1103, 451]
columns bbox=[8, 29, 1106, 1465]
paragraph: Gibbens (5 yds) ... ... ... ... 1 bbox=[750, 336, 836, 346]
sports-report bbox=[560, 81, 736, 1359]
regatta-ad bbox=[926, 591, 1103, 661]
ad-number: 4915 bbox=[1087, 120, 1103, 130]
paragraph: It came. Oswald arrived very late one night, and was seen by none of the family till the following morning, when, descending to the breakfast-room, he found Bert in solitary possession. There had never been an excess of fraternal affection between the two, and the greeting between them was characteristically cold, though Oswald's absence had extended over a twelvemonth. bbox=[743, 886, 919, 951]
paragraph: The matter was referred to the chief inspector to devise some means of drainage for the cottages spoken of. bbox=[194, 109, 370, 138]
swimming-bath-signature: CHOUKIEZEE, JUN. bbox=[478, 712, 547, 722]
health-board-report bbox=[11, 816, 187, 1244]
literature-heading: LITERATURE. bbox=[743, 391, 919, 410]
ad-number: 4914 bbox=[1087, 153, 1103, 163]
swimming-bath-letter bbox=[377, 440, 553, 711]
paragraph: ABUSIVE AND INSULTING LANGUAGE.—Ellen Kent and Ellen Hargreaves were charged with having used abusive and insulting language on 16th February to Henry Pierpoint. It appeared that complainant had given evidence against defendants in a case heard that day in Court, and when he was passing the house they lived in at Phillipstown, both defendants—Hargreaves especially so—used most disgusting language towards him. Complainant in his evidence said that he was doubtful whether Kent was the other girl who spoke to him. His Worship dismissed the case against Kent. Two girls, called by defendant, stated they were in the house at the time, and did not hear Hargreaves use the expressions imputed to her. The Bench fined Hargreaves 45 and costs. bbox=[194, 931, 370, 1070]
paragraph: A letter was read from C. Ladds, the collector of the drainage rate for the Heathcote district, forwarding a list of persons who had neglected or refused to pay their rates. bbox=[11, 165, 187, 203]
paragraph: "February 8th, 1877. bbox=[18, 1031, 82, 1041]
methodist-text: SUNDAY SCHOOL ANNIVERSARY. ON TUESDAY, FEB. 20th, there will be a TEA AND PUBLIC MEETING. Tea on the tables at 6 o'clock. At the public meeting the chair will be taken by the Rev S. Macfarlane, and the meeting will be addressed by the Revs Fisher, Dallaston, Wilkinson, Hodgson, Lockwood, and Messrs Connal, Tremayne, and Flesher. bbox=[926, 813, 1103, 879]
